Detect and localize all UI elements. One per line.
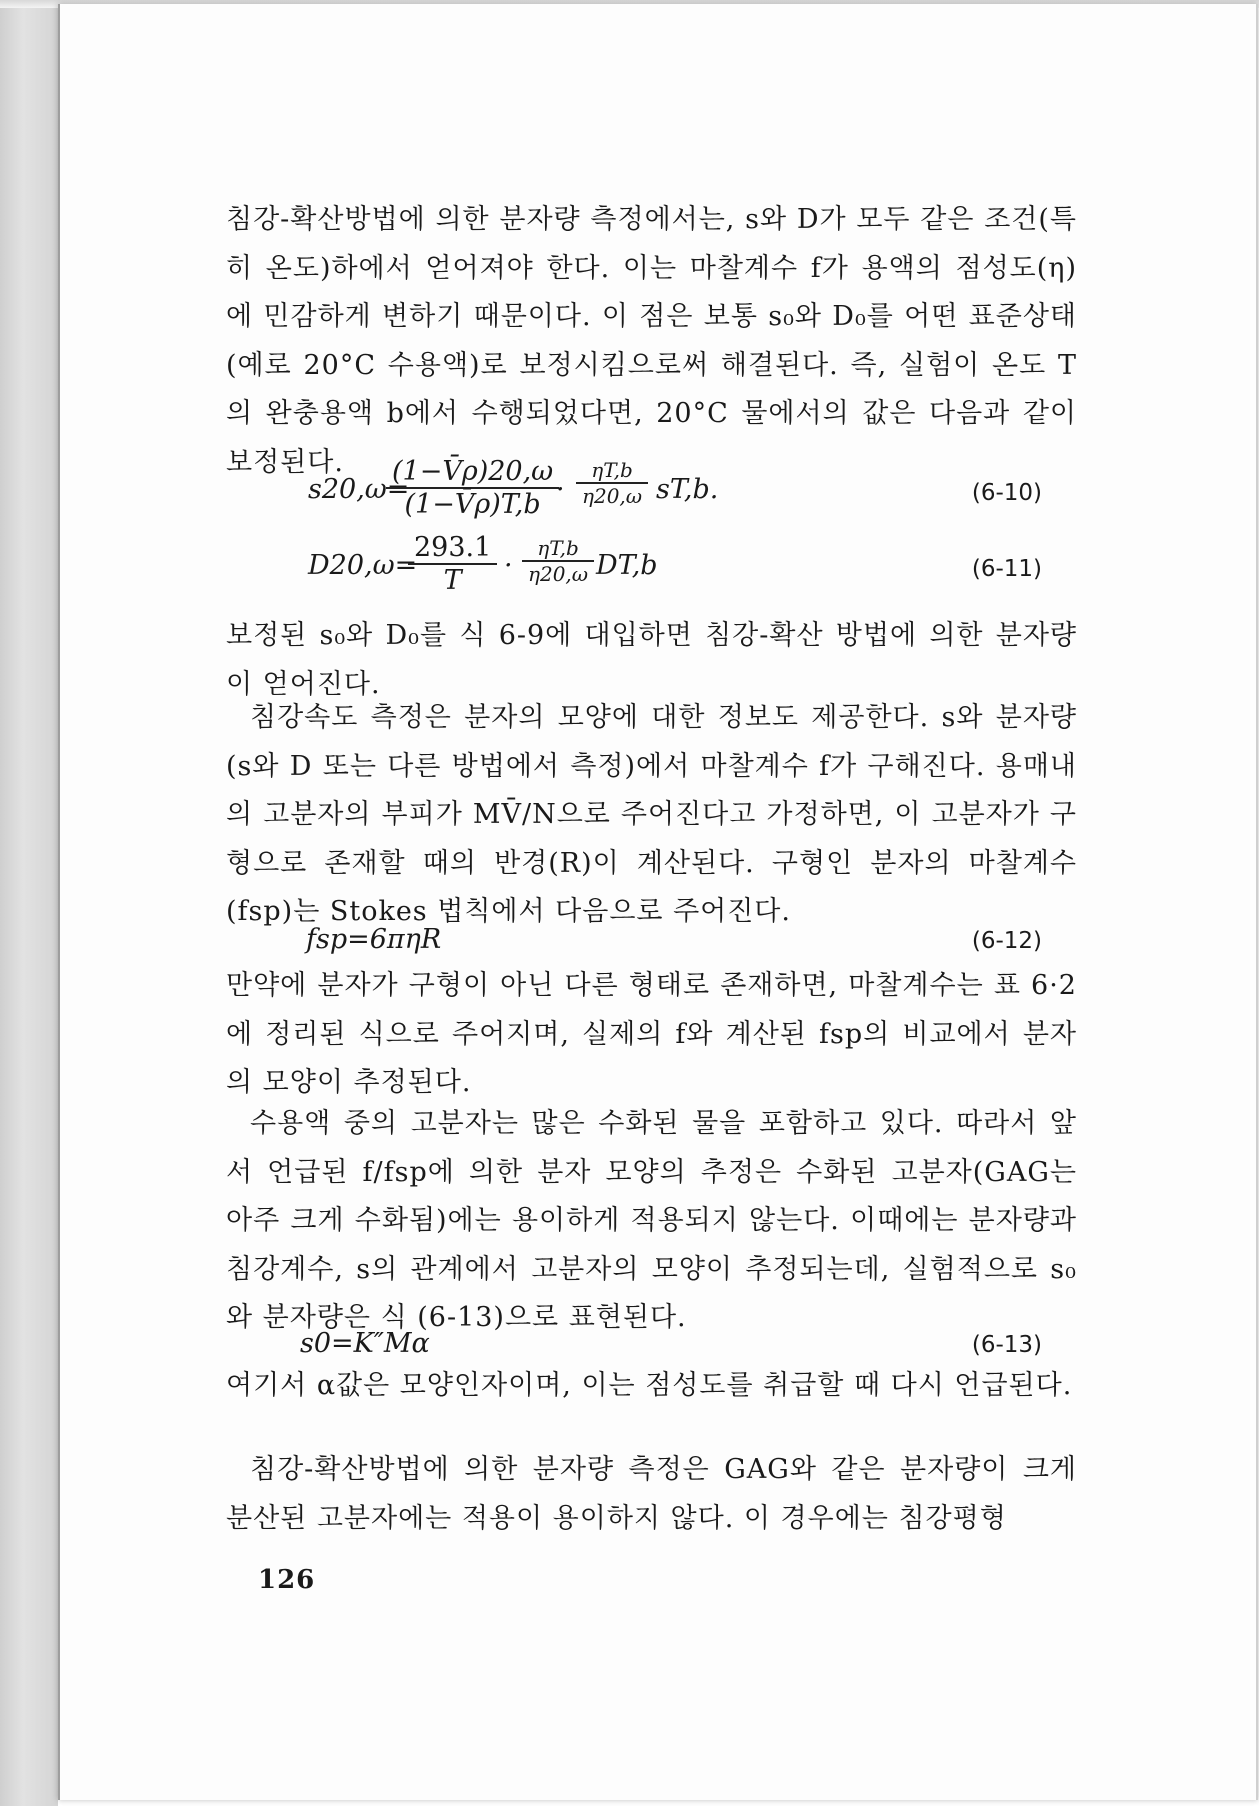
- paragraph-7: 침강-확산방법에 의한 분자량 측정은 GAG와 같은 분자량이 크게 분산된 고분자에는 적용이 용이하지 않다. 이 경우에는 침강평형: [226, 1454, 1077, 1534]
- eq-6-11-num2: ηT,b: [522, 536, 594, 562]
- paragraph-4: 만약에 분자가 구형이 아닌 다른 형태로 존재하면, 마찰계수는 표 6·2에 정리된 식으로 주어지며, 실제의 f와 계산된 fsp의 비교에서 분자의 모양이 추정된다.: [226, 970, 1077, 1098]
- paragraph-2: 보정된 s₀와 D₀를 식 6-9에 대입하면 침강-확산 방법에 의한 분자량이 얻어진다.: [226, 620, 1077, 700]
- eq-6-11-rhs: DT,b: [596, 550, 658, 581]
- equation-6-11-frac2: [522, 536, 594, 586]
- equation-6-10-lhs: s20,ω=: [308, 474, 410, 505]
- eq-6-11-den1: T: [443, 565, 462, 596]
- paragraph-6: 여기서 α값은 모양인자이며, 이는 점성도를 취급할 때 다시 언급된다.: [226, 1370, 1073, 1401]
- paragraph-3: 침강속도 측정은 분자의 모양에 대한 정보도 제공한다. s와 분자량(s와 D 또는 다른 방법에서 측정)에서 마찰계수 f가 구해진다. 용매내의 고분자의 부피가 MV̄/N으로 주어진다고 가정하면, 이 고분자가 구형으로 존재할 때의 반경(R)이 계산된다. 구형인 분자의 마찰계수(fsp)는 Stokes 법칙에서 다음으로 주어진다.: [226, 702, 1077, 927]
- eq-6-11-dot1: ·: [504, 550, 513, 581]
- eq-6-10-num1: (1−V̄ρ)20,ω: [386, 456, 559, 489]
- paragraph-5: 수용액 중의 고분자는 많은 수화된 물을 포함하고 있다. 따라서 앞서 언급된 f/fsp에 의한 분자 모양의 추정은 수화된 고분자(GAG는 아주 크게 수화됨)에는 용이하게 적용되지 않는다. 이때에는 분자량과 침강계수, s의 관계에서 고분자의 모양이 추정되는데, 실험적으로 s₀와 분자량은 식 (6-13)으로 표현된다.: [226, 1108, 1077, 1333]
- equation-6-10: [226, 456, 1077, 532]
- equation-6-11: [226, 532, 1077, 608]
- paragraph-1: 침강-확산방법에 의한 분자량 측정에서는, s와 D가 모두 같은 조건(특히 온도)하에서 얻어져야 한다. 이는 마찰계수 f가 용액의 점성도(η)에 민감하게 변하기 때문이다. 이 점은 보통 s₀와 D₀를 어떤 표준상태(예로 20°C 수용액)로 보정시킴으로써 해결된다. 즉, 실험이 온도 T의 완충용액 b에서 수행되었다면, 20°C 물에서의 값은 다음과 같이 보정된다.: [226, 204, 1077, 478]
- equation-6-11-number: (6-11): [971, 556, 1042, 582]
- eq-6-10-den1: (1−V̄ρ)T,b: [404, 489, 541, 520]
- equation-6-12-number: (6-12): [971, 928, 1042, 954]
- equation-6-10-number: (6-10): [971, 480, 1042, 506]
- eq-6-10-rhs: sT,b.: [656, 474, 719, 505]
- equation-6-12-expr: fsp=6πηR: [306, 924, 442, 955]
- equation-6-13-number: (6-13): [971, 1332, 1042, 1358]
- eq-6-11-num1: 293.1: [408, 532, 497, 565]
- eq-6-10-den2: η20,ω: [582, 484, 643, 508]
- equation-6-13-expr: s0=K″Mα: [300, 1328, 430, 1359]
- eq-6-11-den2: η20,ω: [528, 562, 589, 586]
- equation-6-10-frac2: [576, 458, 648, 508]
- equation-6-12: [226, 918, 1077, 962]
- eq-6-10-num2: ηT,b: [576, 458, 648, 484]
- book-spine-edge: [0, 0, 58, 1806]
- equation-6-11-lhs: D20,ω=: [308, 550, 418, 581]
- equation-6-11-frac1: [408, 532, 497, 596]
- equation-6-13: [226, 1322, 1077, 1366]
- equation-6-10-frac1: [386, 456, 559, 520]
- eq-6-10-dot1: ·: [556, 474, 565, 505]
- page-number: 126: [258, 1565, 316, 1595]
